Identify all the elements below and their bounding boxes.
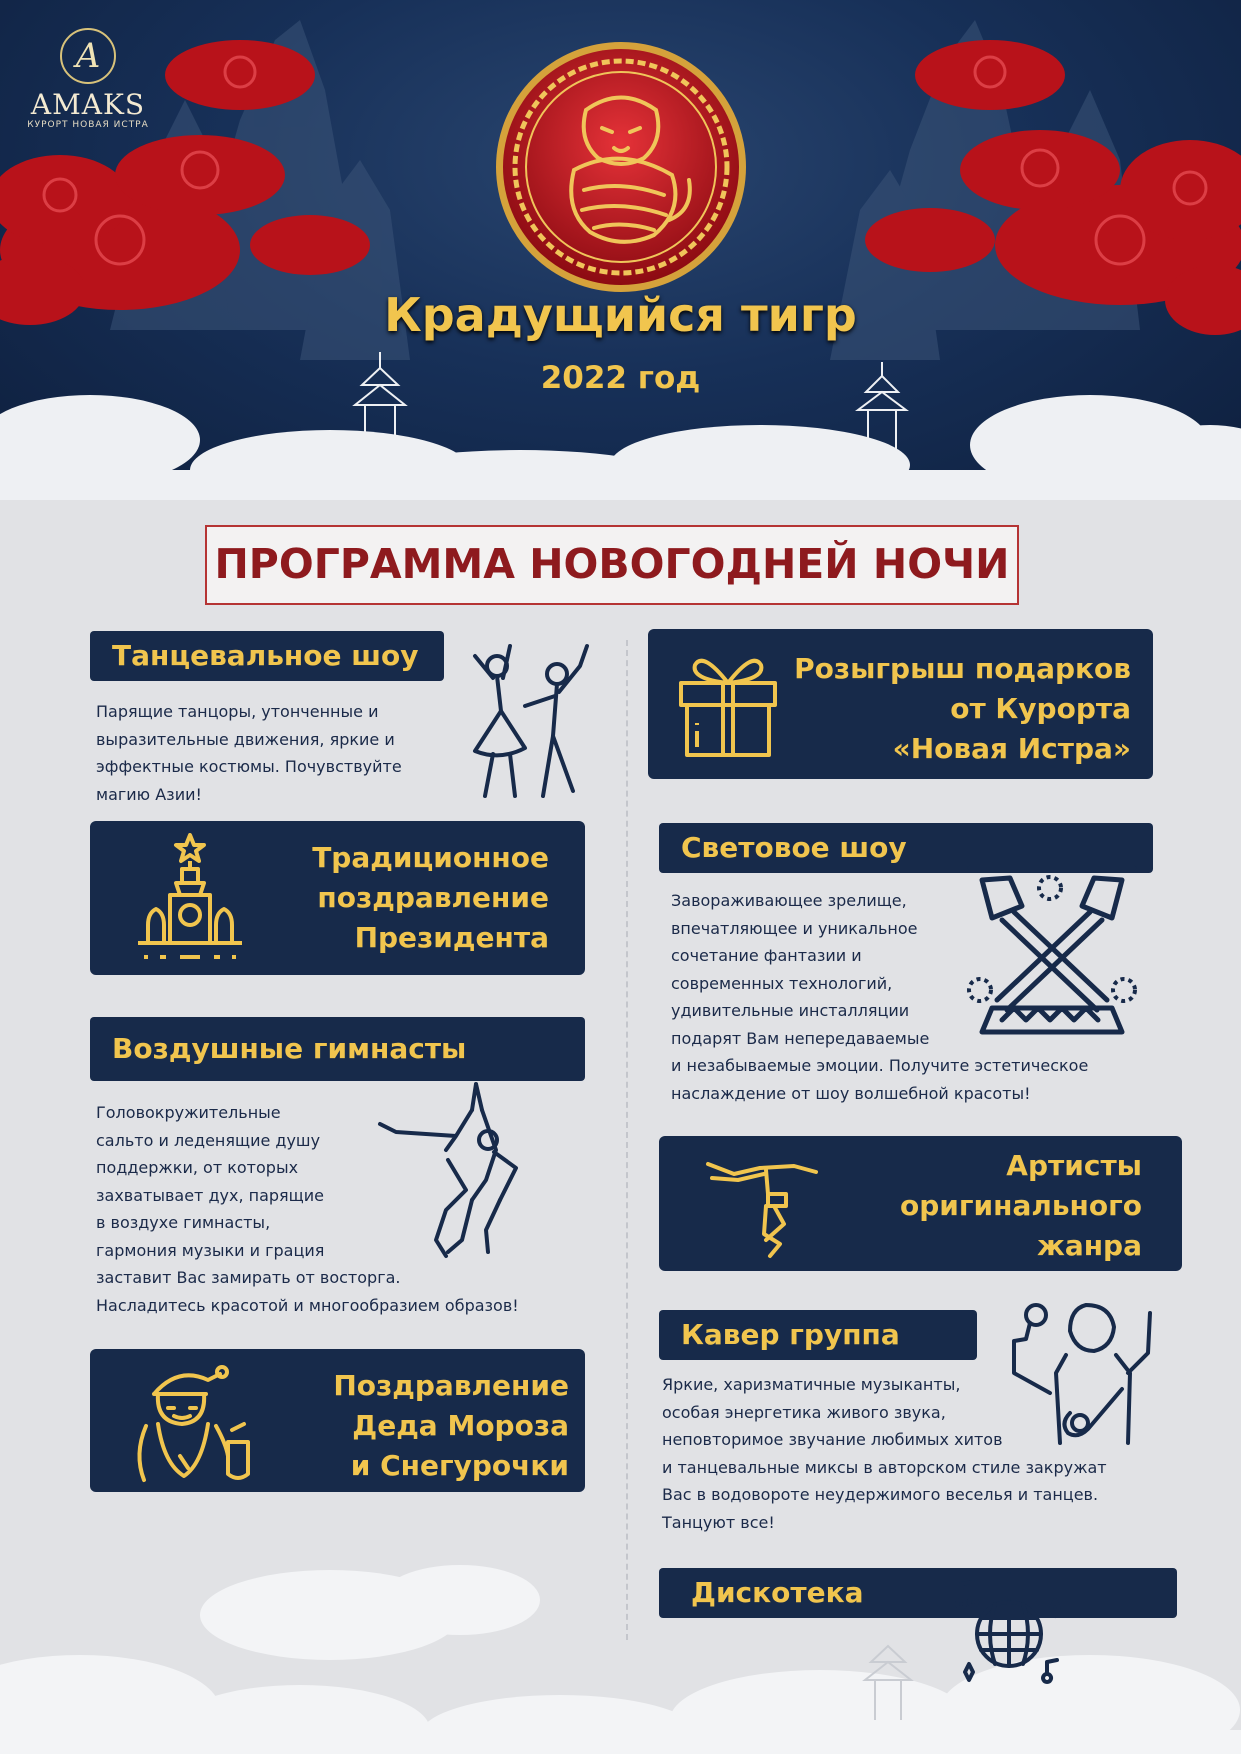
text-line: сальто и леденящие душу — [96, 1130, 321, 1150]
text-line: Традиционное — [312, 841, 549, 874]
text-line: Артисты — [1006, 1149, 1142, 1182]
year-label: 2022 год — [540, 360, 701, 396]
text-line: Насладитесь красотой и многообразием образов! — [96, 1295, 519, 1315]
text-line: сочетание фантазии и — [671, 946, 862, 965]
section-light-text — [671, 887, 1088, 1107]
text-line: Розыгрыш подарков — [794, 652, 1131, 685]
text-line: Головокружительные — [96, 1103, 281, 1122]
amaks-logo — [18, 28, 158, 130]
text-line: поздравление — [317, 881, 549, 914]
text-line: Поздравление — [333, 1369, 569, 1402]
text-line: гармония музыки и грация — [96, 1240, 325, 1260]
program-title: ПРОГРАММА НОВОГОДНЕЙ НОЧИ — [205, 525, 1019, 605]
section-artists — [659, 1136, 1182, 1271]
text-line: Завораживающее зрелище, — [671, 891, 907, 910]
white-clouds — [0, 395, 1241, 500]
text-line: современных технологий, — [671, 973, 893, 993]
text-line: и Снегурочки — [350, 1449, 569, 1482]
section-dance-title: Танцевальное шоу — [90, 631, 444, 681]
text-line: оригинального — [899, 1189, 1142, 1222]
section-president — [90, 821, 585, 975]
text-line: Танцуют все! — [662, 1512, 775, 1532]
text-line: от Курорта — [950, 692, 1131, 725]
section-gifts — [648, 629, 1153, 779]
text-line: «Новая Истра» — [892, 732, 1131, 765]
text-line: подарят Вам непередаваемые — [671, 1028, 930, 1048]
gift-box-icon — [673, 651, 783, 759]
acrobat-icon — [704, 1144, 824, 1262]
logo-subtitle: КУРОРТ НОВАЯ ИСТРА — [27, 120, 149, 130]
text-line: наслаждение от шоу волшебной красоты! — [671, 1083, 1031, 1103]
text-line: в воздухе гимнасты, — [96, 1213, 271, 1232]
text-line: Парящие танцоры, утонченные и — [96, 702, 379, 721]
text-line: эффектные костюмы. Почувствуйте — [96, 757, 402, 776]
text-line: и танцевальные миксы в авторском стиле закружат — [662, 1457, 1107, 1477]
text-line: жанра — [1036, 1229, 1142, 1262]
logo-monogram: A — [60, 28, 116, 84]
text-line: удивительные инсталляции — [671, 1001, 910, 1020]
disco-ball-icon — [955, 1572, 1065, 1692]
tiger-medallion-icon — [494, 40, 748, 294]
section-dance-text — [96, 698, 402, 808]
text-line: неповторимое звучание любимых хитов — [662, 1430, 1003, 1449]
text-line: поддержки, от которых — [96, 1158, 299, 1177]
text-line: захватывает дух, парящие — [96, 1185, 324, 1205]
section-gymnasts-text — [96, 1099, 519, 1319]
dancers-icon — [455, 636, 605, 811]
section-gymnasts-title: Воздушные гимнасты — [90, 1017, 585, 1081]
section-light-title: Световое шоу — [659, 823, 1153, 873]
text-line: магию Азии! — [96, 784, 202, 804]
section-santa — [90, 1349, 585, 1492]
header-banner — [0, 0, 1241, 500]
section-cover-text — [662, 1371, 1107, 1536]
text-line: впечатляющее и уникальное — [671, 918, 918, 938]
column-divider — [626, 640, 628, 1640]
text-line: Вас в водовороте неудержимого веселья и танцев. — [662, 1485, 1099, 1504]
main-title: Крадущийся тигр — [384, 288, 857, 342]
text-line: выразительные движения, яркие и — [96, 729, 395, 749]
santa-claus-icon — [128, 1364, 253, 1484]
text-line: заставит Вас замирать от восторга. — [96, 1268, 401, 1287]
section-disco-title: Дискотека — [659, 1568, 1177, 1618]
section-cover-title: Кавер группа — [659, 1310, 977, 1360]
logo-name: AMAKS — [30, 88, 146, 121]
text-line: Президента — [354, 921, 549, 954]
text-line: Деда Мороза — [352, 1409, 569, 1442]
text-line: особая энергетика живого звука, — [662, 1402, 946, 1422]
kremlin-tower-icon — [130, 833, 250, 963]
text-line: Яркие, харизматичные музыканты, — [662, 1375, 961, 1394]
text-line: и незабываемые эмоции. Получите эстетическое — [671, 1056, 1089, 1075]
